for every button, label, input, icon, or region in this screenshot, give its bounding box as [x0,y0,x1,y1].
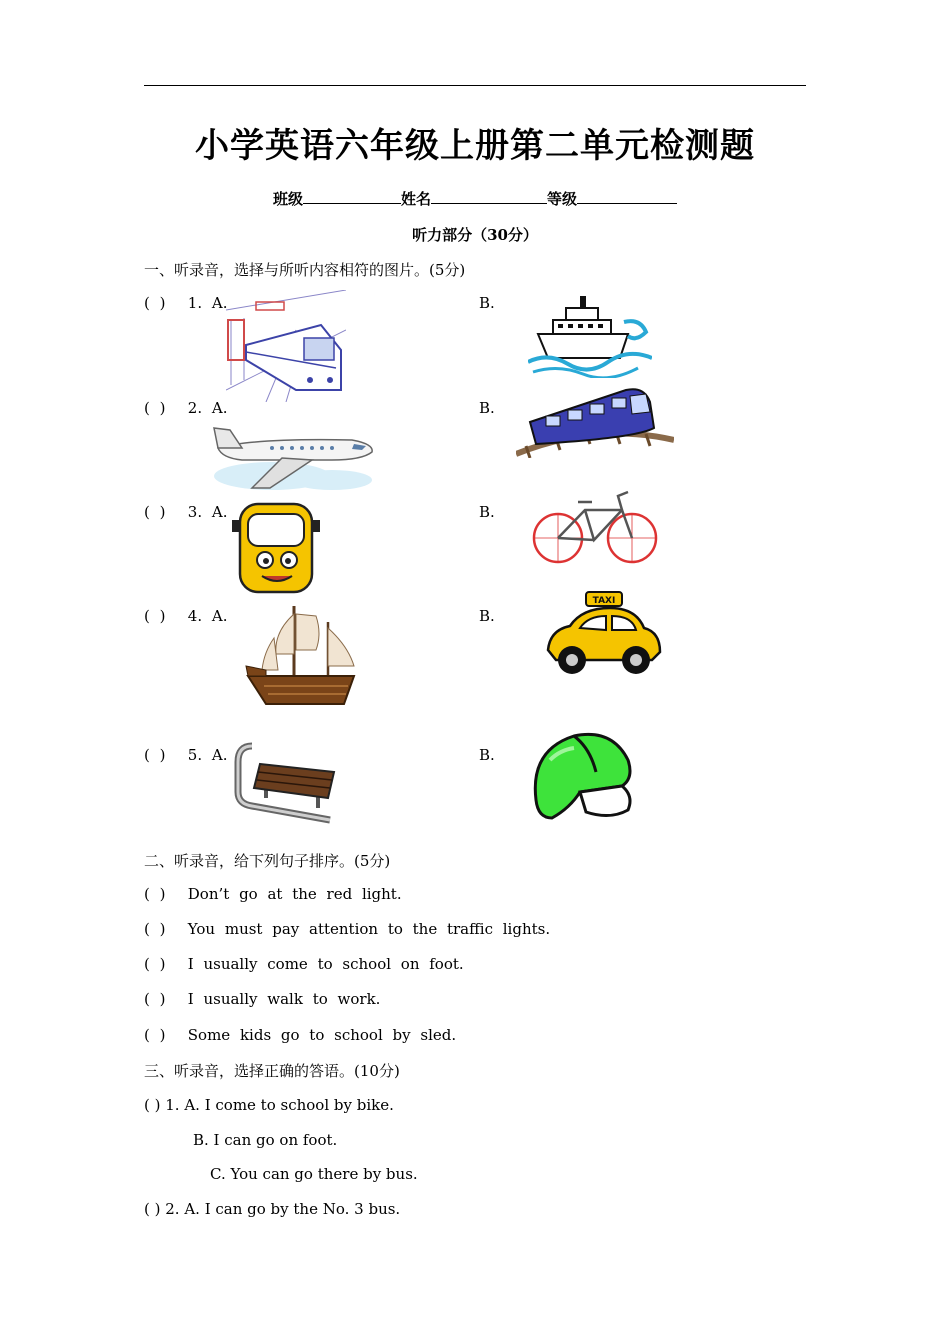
grade-blank[interactable] [577,189,677,204]
s3-q1-option-a: ( ) 1. A. I come to school by bike. [144,1096,394,1114]
s2-sentence-row [144,955,464,973]
answer-blank[interactable]: ( ) [144,990,166,1008]
listening-heading: 听力部分（30分） [412,226,538,244]
answer-blank[interactable]: ( ) [144,920,166,938]
sentence-text: Some kids go to school by sled. [187,1026,457,1044]
student-info-line [0,188,950,209]
taxi-sign-text: TAXI [592,596,616,606]
class-blank[interactable] [303,189,401,204]
item-number: 5. [187,746,203,764]
s2-sentence-row [144,990,380,1008]
sled-icon [230,742,344,830]
option-a-label: A. [211,294,228,312]
helmet-icon [530,730,634,824]
s1-item2-option-b: B. [479,399,495,417]
s1-item5-row [144,746,227,764]
airplane-icon [212,418,376,494]
grade-label: 等级 [547,190,578,208]
answer-blank[interactable]: ( ) [144,746,166,764]
section1-heading: 一、听录音，选择与所听内容相符的图片。(5分) [144,261,466,279]
bicycle-icon [530,490,660,566]
s1-item5-option-b: B. [479,746,495,764]
answer-blank[interactable]: ( ) [144,885,166,903]
page-title: 小学英语六年级上册第二单元检测题 [195,126,755,166]
item-number: 1. [187,294,203,312]
sentence-text: I usually walk to work. [187,990,381,1008]
option-a-label: A. [211,503,228,521]
class-label: 班级 [272,190,303,208]
answer-blank[interactable]: ( ) [144,503,166,521]
answer-blank[interactable]: ( ) [144,399,166,417]
s2-sentence-row [144,885,402,903]
s1-item1-option-b: B. [479,294,495,312]
s1-item4-row [144,607,227,625]
s1-item3-row [144,503,227,521]
name-blank[interactable] [431,189,547,204]
answer-blank[interactable]: ( ) [144,955,166,973]
cruise-ship-icon [528,292,652,378]
answer-blank[interactable]: ( ) [144,1026,166,1044]
answer-blank[interactable]: ( ) [144,607,166,625]
answer-blank[interactable]: ( ) [144,294,166,312]
subway-train-icon [226,290,346,402]
item-number: 2. [187,399,203,417]
s3-q1-option-b: B. I can go on foot. [193,1131,338,1149]
option-a-label: A. [211,399,228,417]
item-number: 3. [187,503,203,521]
s2-sentence-row [144,1026,456,1044]
s1-item4-option-b: B. [479,607,495,625]
option-a-label: A. [211,607,228,625]
section2-heading: 二、听录音，给下列句子排序。(5分) [144,852,391,870]
sailing-ship-icon [244,602,358,708]
section3-heading: 三、听录音，选择正确的答语。(10分) [144,1062,400,1080]
train-icon [516,382,674,458]
item-number: 4. [187,607,203,625]
bus-icon [232,500,322,598]
s1-item2-row [144,399,227,417]
s1-item1-row [144,294,227,312]
s1-item3-option-b: B. [479,503,495,521]
sentence-text: I usually come to school on foot. [187,955,464,973]
name-label: 姓名 [400,190,431,208]
s3-q1-option-c: C. You can go there by bus. [210,1165,418,1183]
top-rule [144,85,806,86]
sentence-text: You must pay attention to the traffic lights. [187,920,551,938]
sentence-text: Don’t go at the red light. [187,885,402,903]
option-a-label: A. [211,746,228,764]
s2-sentence-row [144,920,550,938]
taxi-icon [540,590,664,682]
s3-q2-option-a: ( ) 2. A. I can go by the No. 3 bus. [144,1200,401,1218]
